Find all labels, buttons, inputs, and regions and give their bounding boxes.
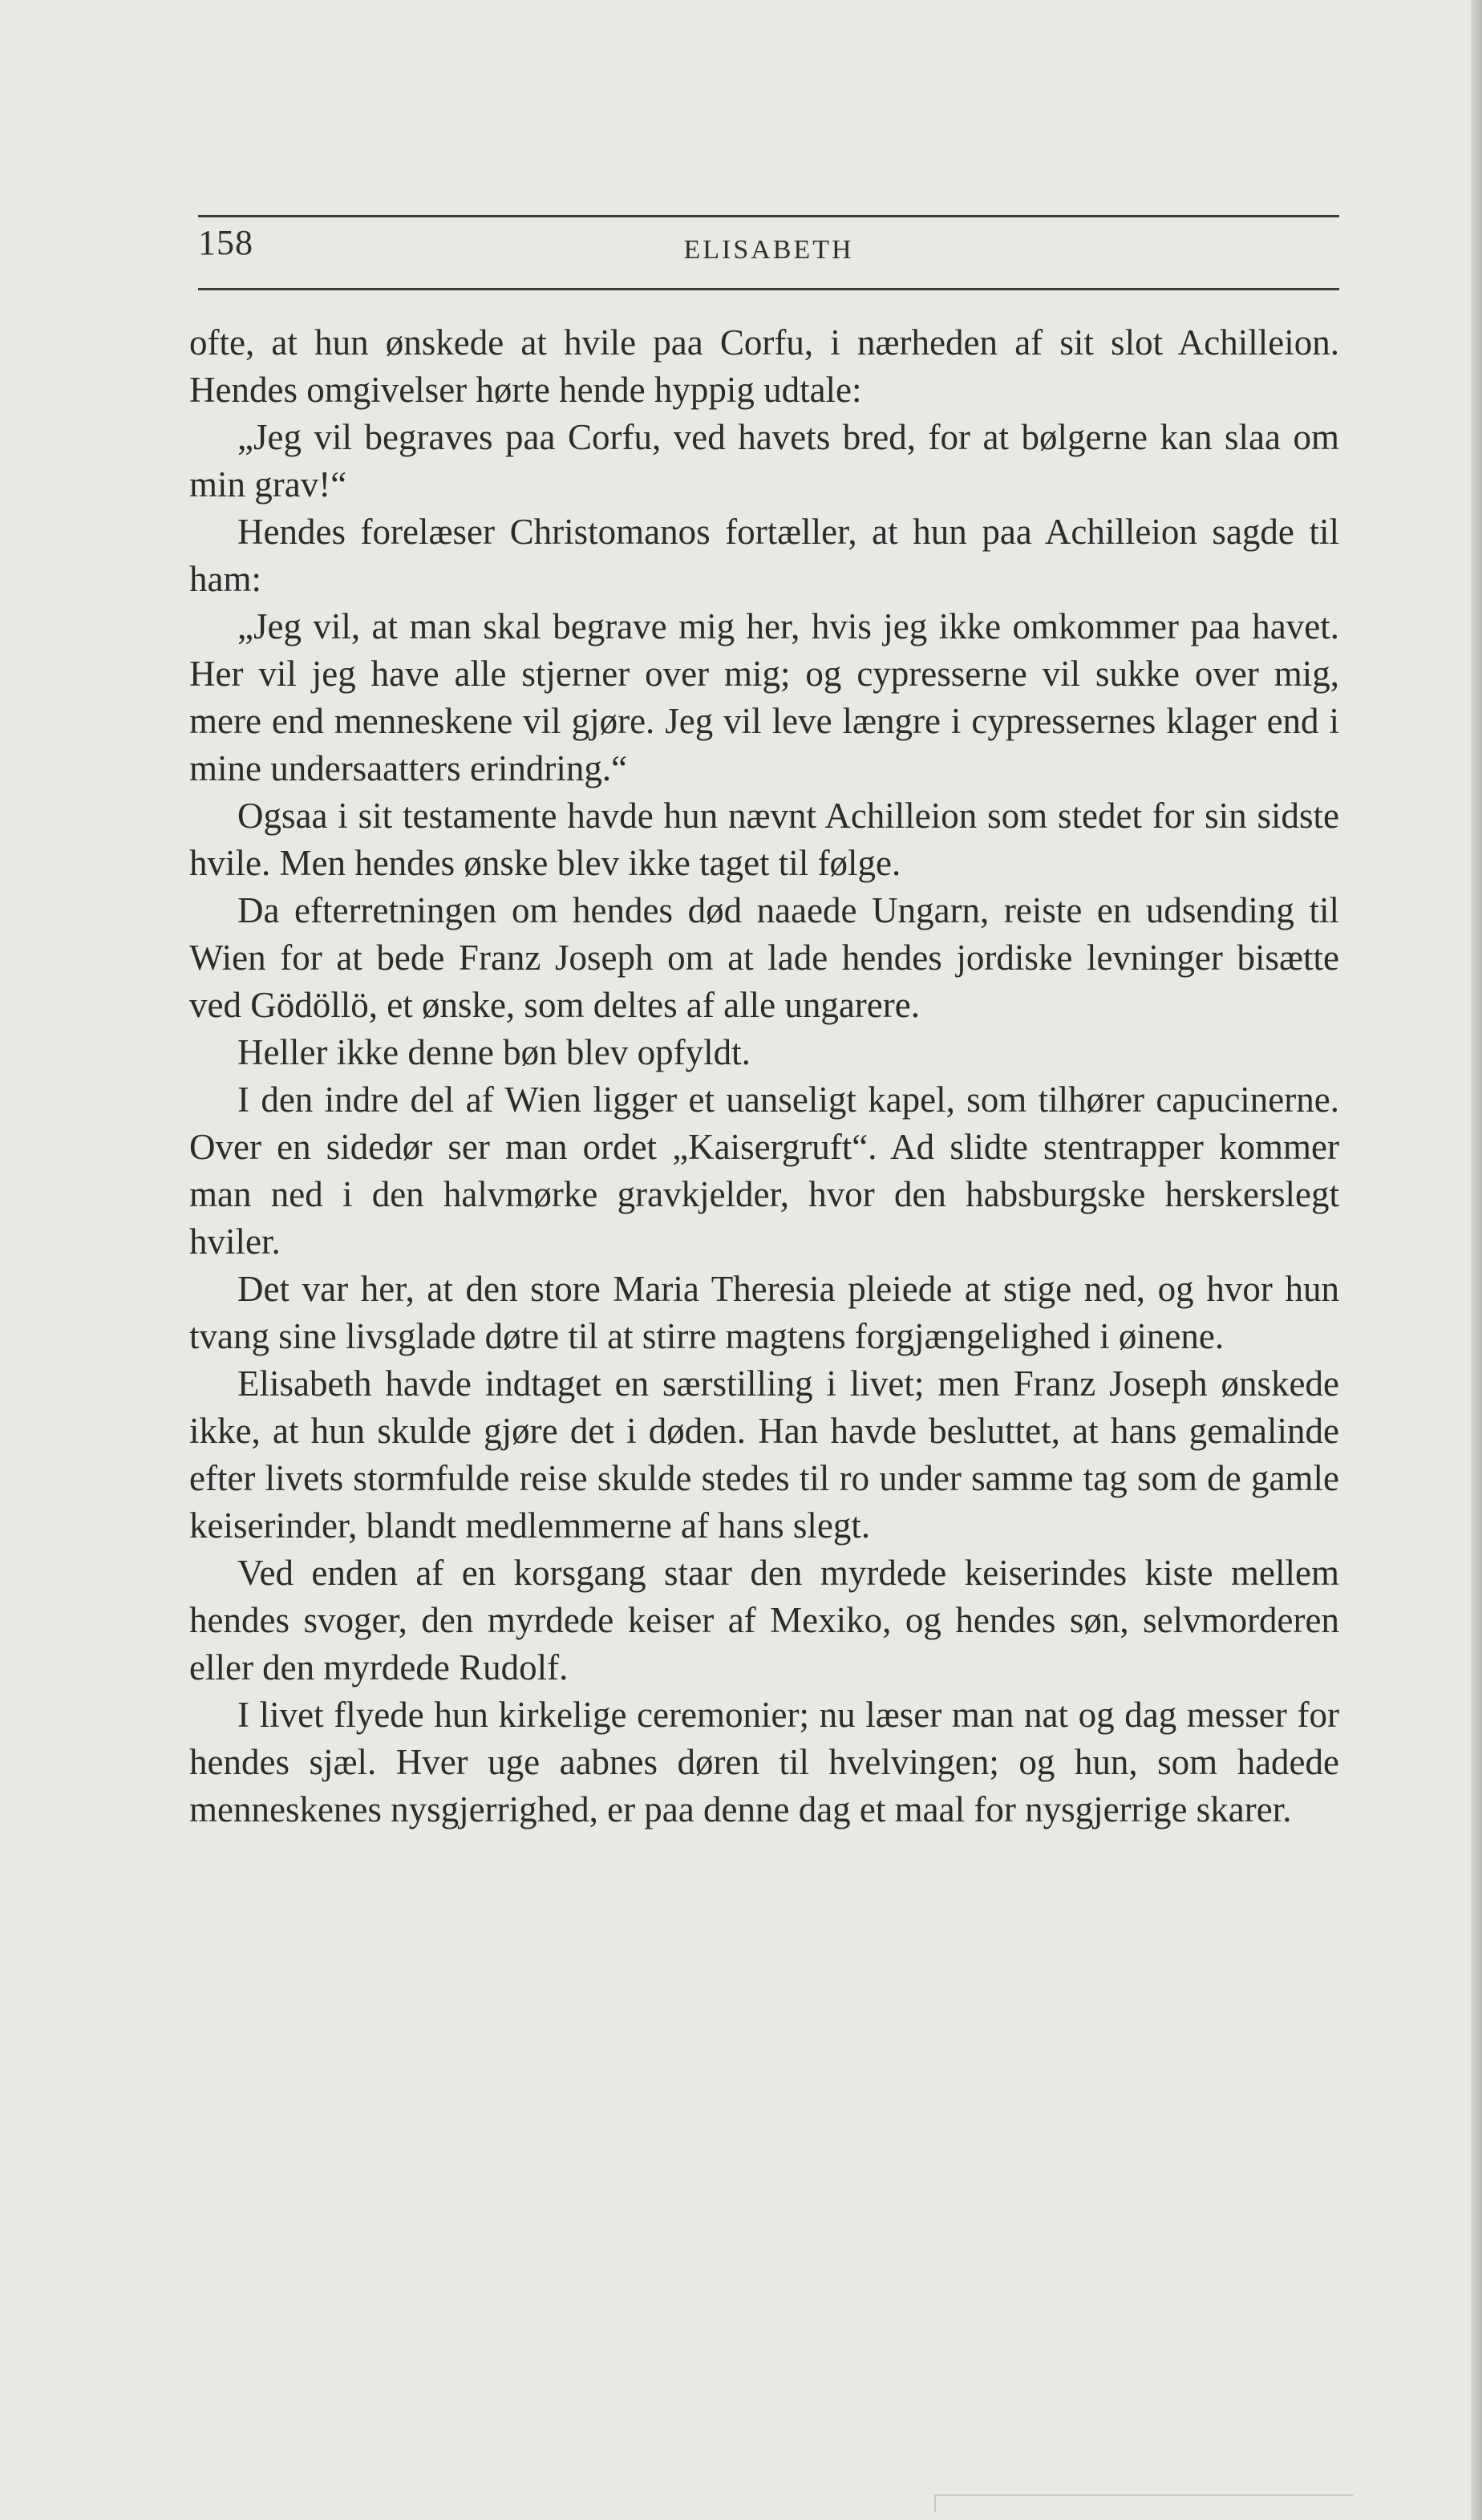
page-header [198, 215, 1339, 290]
paragraph: Ved enden af en korsgang staar den myrdede keiserindes kiste mellem hendes svoger, den myrdede keiser af Mexiko, og hendes søn, selvmorderen eller den myrdede Rudolf. [189, 1553, 1339, 1687]
paragraph: Hendes forelæser Christomanos fortæller, at hun paa Achilleion sagde til ham: [189, 512, 1339, 599]
paragraph: Da efterretningen om hendes død naaede Ungarn, reiste en udsending til Wien for at bede Franz Joseph om at lade hendes jordiske levninger bisætte ved Gödöllö, et ønske, som deltes af alle ungarere. [189, 890, 1339, 1025]
paragraph: Ogsaa i sit testamente havde hun nævnt Achilleion som stedet for sin sidste hvile. Men hendes ønske blev ikke taget til følge. [189, 796, 1339, 883]
paragraph: ofte, at hun ønskede at hvile paa Corfu, i nærheden af sit slot Achilleion. Hendes omgivelser hørte hende hyppig udtale: [189, 322, 1339, 410]
paragraph: „Jeg vil, at man skal begrave mig her, hvis jeg ikke omkommer paa havet. Her vil jeg have alle stjerner over mig; og cypresserne vil sukke over mig, mere end menneskene vil gjøre. Jeg vil leve længre i cypressernes klager end i mine undersaatters erindring.“ [189, 606, 1339, 788]
paragraph: „Jeg vil begraves paa Corfu, ved havets bred, for at bølgerne kan slaa om min grav!“ [189, 417, 1339, 504]
running-head: ELISABETH [683, 235, 854, 265]
scan-artifact [934, 2494, 1353, 2512]
page-edge [1471, 0, 1482, 2520]
page-number: 158 [198, 223, 253, 262]
paragraph: Elisabeth havde indtaget en særstilling i livet; men Franz Joseph ønskede ikke, at hun skulde gjøre det i døden. Han havde besluttet, at hans gemalinde efter livets stormfulde reise skulde stedes til ro under samme tag som de gamle keiserinder, blandt medlemmerne af hans slegt. [189, 1363, 1339, 1546]
paragraph: Det var her, at den store Maria Theresia pleiede at stige ned, og hvor hun tvang sine livsglade døtre til at stirre magtens forgjængelighed i øinene. [189, 1269, 1339, 1356]
paragraph: I livet flyede hun kirkelige ceremonier; nu læser man nat og dag messer for hendes sjæl. Hver uge aabnes døren til hvelvingen; og hun, som hadede menneskenes nysgjerrighed, er paa denne dag et maal for nysgjerrige skarer. [189, 1695, 1339, 1829]
body-text [189, 319, 1339, 1833]
paragraph: I den indre del af Wien ligger et uanseligt kapel, som tilhører capucinerne. Over en sidedør ser man ordet „Kaisergruft“. Ad slidte stentrapper kommer man ned i den halvmørke gravkjelder, hvor den habsburgske herskerslegt hviler. [189, 1080, 1339, 1262]
paragraph: Heller ikke denne bøn blev opfyldt. [237, 1032, 751, 1072]
